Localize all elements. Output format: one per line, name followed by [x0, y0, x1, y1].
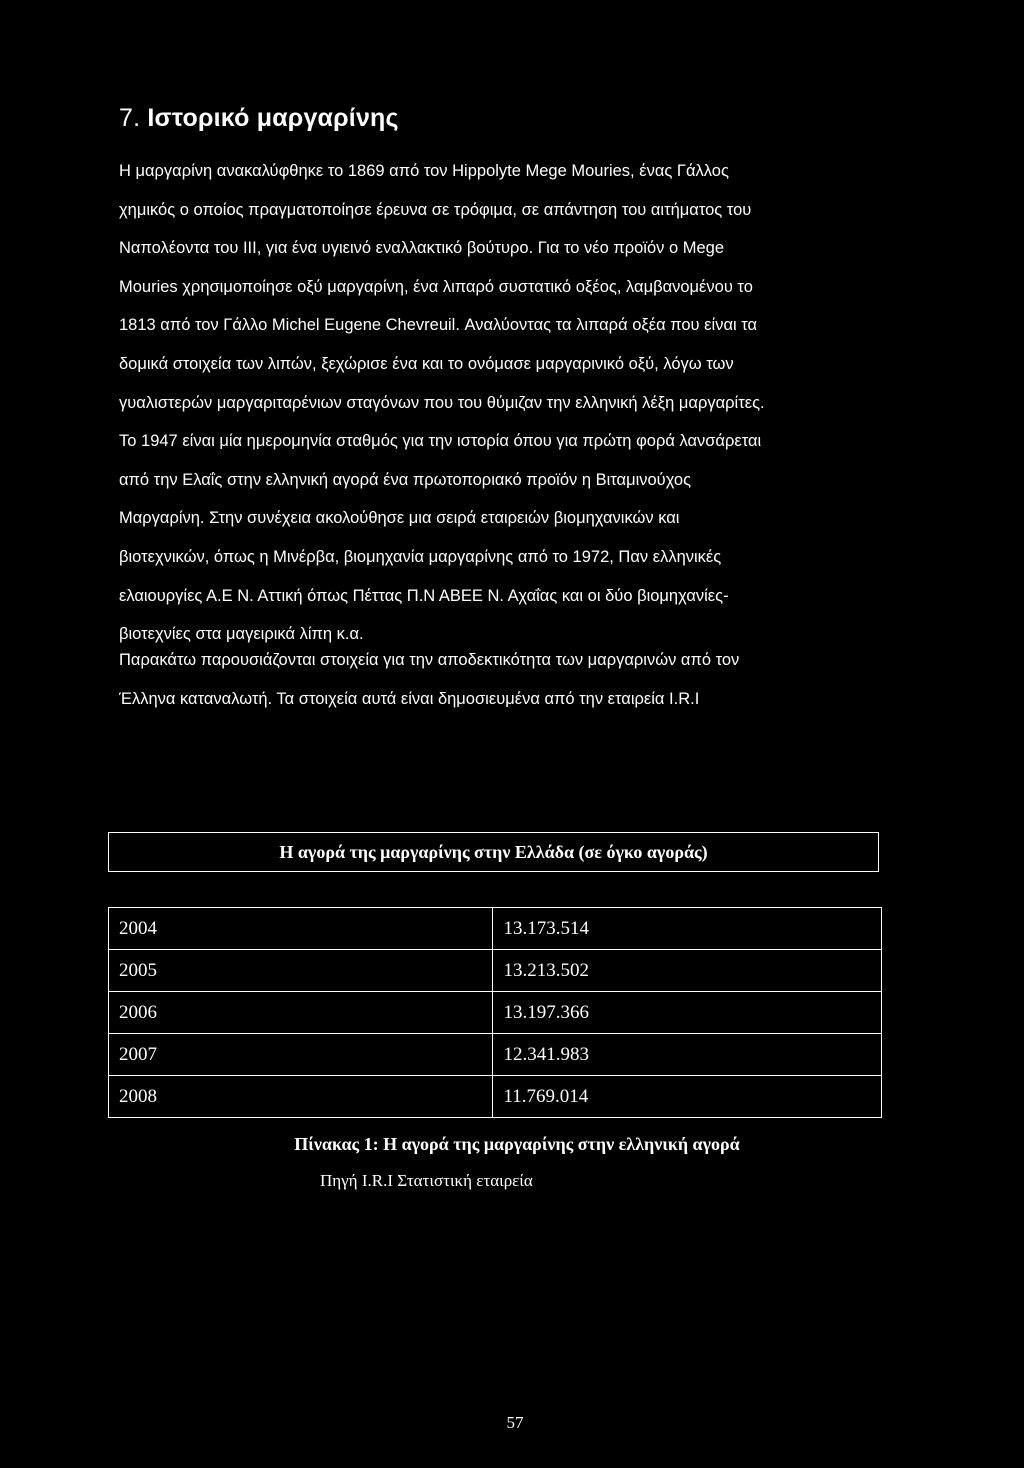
table-row [109, 1076, 882, 1118]
paragraph-line: δομικά στοιχεία των λιπών, ξεχώρισε ένα και το ονόμασε μαργαρινικό οξύ, λόγω των [119, 354, 734, 373]
paragraph-line: ελαιουργίες Α.Ε Ν. Αττική όπως Πέττας Π.Ν ΑΒΕΕ Ν. Αχαΐας και οι δύο βιομηχανίες- [119, 586, 729, 605]
table-row [109, 950, 882, 992]
section-heading [119, 104, 399, 133]
table-title: Η αγορά της μαργαρίνης στην Ελλάδα (σε όγκο αγοράς) [108, 832, 879, 872]
paragraph-line: Η μαργαρίνη ανακαλύφθηκε το 1869 από τον Hippolyte Mege Mouries, ένας Γάλλος [119, 162, 729, 180]
year-cell: 2007 [109, 1034, 493, 1076]
value-cell: 13.173.514 [493, 908, 882, 950]
paragraph-line: Mouries χρησιμοποίησε οξύ μαργαρίνη, ένα λιπαρό συστατικό οξέος, λαμβανομένου το [119, 277, 753, 296]
history-paragraph [119, 152, 919, 654]
paragraph-line: γυαλιστερών μαργαριταρένιων σταγόνων που του θύμιζαν την ελληνική λέξη μαργαρίτες. [119, 393, 765, 412]
section-title: Ιστορικό μαργαρίνης [147, 104, 399, 132]
table-caption: Πίνακας 1: Η αγορά της μαργαρίνης στην ελληνική αγορά [294, 1134, 740, 1154]
year-cell: 2006 [109, 992, 493, 1034]
section-number: 7. [119, 104, 141, 132]
paragraph-line: βιοτεχνικών, όπως η Μινέρβα, βιομηχανία μαργαρίνης από το 1972, Παν ελληνικές [119, 547, 722, 566]
market-volume-table [108, 907, 882, 1118]
table-row [109, 992, 882, 1034]
page-number: 57 [506, 1413, 524, 1432]
intro-paragraph [119, 641, 919, 718]
table-source: Πηγή I.R.I Στατιστική εταιρεία [320, 1171, 533, 1190]
paragraph-line: Παρακάτω παρουσιάζονται στοιχεία για την αποδεκτικότητα των μαργαρινών από τον [119, 651, 740, 669]
paragraph-line: Μαργαρίνη. Στην συνέχεια ακολούθησε μια σειρά εταιρειών βιομηχανικών και [119, 509, 680, 528]
year-cell: 2004 [109, 908, 493, 950]
paragraph-line: 1813 από τον Γάλλο Michel Eugene Chevreuil. Αναλύοντας τα λιπαρά οξέα που είναι τα [119, 316, 758, 335]
value-cell: 11.769.014 [493, 1076, 882, 1118]
value-cell: 12.341.983 [493, 1034, 882, 1076]
table-row [109, 908, 882, 950]
paragraph-line: χημικός ο οποίος πραγματοποίησε έρευνα σε τρόφιμα, σε απάντηση του αιτήματος του [119, 200, 752, 219]
value-cell: 13.197.366 [493, 992, 882, 1034]
paragraph-line: Έλληνα καταναλωτή. Τα στοιχεία αυτά είναι δημοσιευμένα από την εταιρεία I.R.I [119, 689, 700, 708]
paragraph-line: Ναπολέοντα του III, για ένα υγιεινό εναλλακτικό βούτυρο. Για το νέο προϊόν ο Mege [119, 239, 725, 258]
year-cell: 2008 [109, 1076, 493, 1118]
value-cell: 13.213.502 [493, 950, 882, 992]
paragraph-line: από την Ελαΐς στην ελληνική αγορά ένα πρωτοποριακό προϊόν η Βιταμινούχος [119, 470, 692, 489]
year-cell: 2005 [109, 950, 493, 992]
paragraph-line: Το 1947 είναι μία ημερομηνία σταθμός για την ιστορία όπου για πρώτη φορά λανσάρεται [119, 432, 762, 451]
table-row [109, 1034, 882, 1076]
paragraph-line: βιοτεχνίες στα μαγειρικά λίπη κ.α. [119, 625, 364, 644]
